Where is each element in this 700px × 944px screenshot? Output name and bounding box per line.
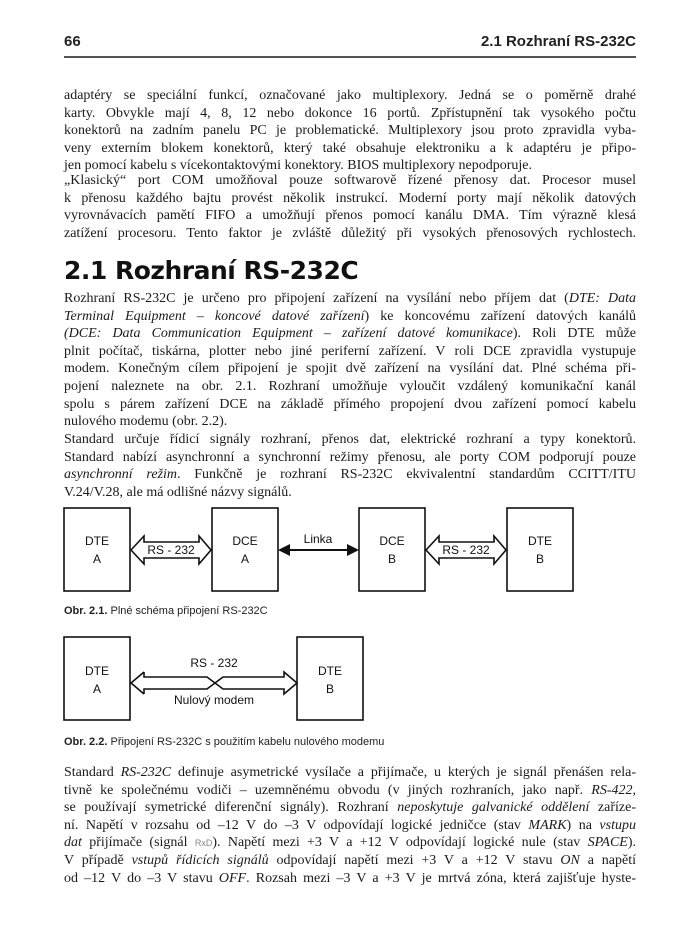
running-header-title: 2.1 Rozhraní RS-232C bbox=[480, 33, 636, 50]
dte-b-box bbox=[507, 508, 573, 591]
box-label: B bbox=[387, 552, 397, 566]
link-label: Linka bbox=[303, 532, 333, 546]
dte-a-box bbox=[64, 508, 130, 591]
box-label: A bbox=[92, 552, 102, 566]
figure-caption bbox=[64, 736, 384, 748]
link-label: Nulový modem bbox=[173, 693, 255, 707]
text-segment: Standard bbox=[64, 765, 121, 780]
italic-text: RS-422, bbox=[591, 782, 636, 798]
italic-text: RS-232C bbox=[120, 765, 172, 780]
text-line bbox=[64, 852, 636, 870]
text-segment: Standard určuje řídicí signály rozhraní, přenos dat, elektrické rozhraní a typy konektorů. bbox=[64, 432, 636, 447]
text-line bbox=[64, 834, 636, 852]
text-line bbox=[64, 764, 636, 782]
text-line bbox=[64, 799, 636, 817]
caption-label: Obr. 2.2. bbox=[64, 736, 108, 748]
italic-text: vstupů řídicích signálů bbox=[131, 852, 269, 868]
text-segment: ). bbox=[627, 835, 637, 851]
italic-text: OFF bbox=[218, 870, 247, 886]
text-segment: Rozhraní RS-232C je určeno pro připojení zařízení na vysílání nebo příjem dat ( bbox=[64, 291, 569, 306]
text-segment: adaptéry se speciální funkcí, označované jako multiplexory. Jedná se o poměrně drahé bbox=[64, 88, 636, 103]
box-label: DCE bbox=[379, 534, 405, 548]
box-label: DCE bbox=[232, 534, 258, 548]
text-line bbox=[64, 817, 636, 835]
figure-caption bbox=[64, 605, 268, 617]
box-label: B bbox=[535, 552, 545, 566]
italic-text: neposkytuje galvanické oddělení bbox=[397, 800, 590, 816]
text-segment: konektorů na zadním panelu PC je problematické. Multiplexory jsou proto zpravidla vyba- bbox=[64, 123, 636, 139]
dte-a-box bbox=[64, 637, 130, 720]
text-segment: RxD bbox=[194, 838, 213, 849]
caption-text: Připojení RS-232C s použitím kabelu nulového modemu bbox=[110, 736, 385, 748]
text-segment: a napětí bbox=[579, 852, 637, 868]
italic-text: ON bbox=[560, 852, 580, 868]
text-segment: od –12 V do –3 V stavu bbox=[64, 870, 219, 886]
italic-text: DTE: Data bbox=[568, 291, 636, 306]
italic-text: asynchronní režim bbox=[64, 467, 178, 483]
text-segment: V.24/V.28, ale má odlišné názvy signálů. bbox=[64, 484, 292, 500]
text-segment: ) na bbox=[566, 817, 600, 833]
text-segment: odpovídají napětí mezi +3 V a +12 V stavu bbox=[268, 852, 561, 868]
text-segment: se používají symetrické diferenční signály). Rozhraní bbox=[64, 800, 398, 816]
page-number: 66 bbox=[64, 33, 81, 50]
dte-b-box bbox=[297, 637, 363, 720]
box-label: A bbox=[240, 552, 250, 566]
text-line bbox=[64, 870, 636, 888]
text-segment: ). Roli DTE může bbox=[512, 326, 636, 342]
text-segment: tivně ke společnému vodiči – uzemněnému obvodu (v jiných rozhraních, jako např. bbox=[64, 782, 592, 798]
arrowhead-icon bbox=[278, 544, 290, 556]
text-segment: V případě bbox=[64, 852, 132, 868]
text-segment: Standard nabízí asynchronní a synchronní režimy přenosu, ale porty COM podporují pouze bbox=[64, 449, 636, 465]
text-segment: nulového modemu (obr. 2.2). bbox=[64, 414, 228, 430]
figure-2-2-diagram bbox=[64, 637, 363, 720]
italic-text: vstupu bbox=[599, 817, 636, 833]
dce-a-box bbox=[212, 508, 278, 591]
text-segment: přijímače (signál bbox=[81, 835, 195, 851]
italic-text: SPACE bbox=[587, 835, 628, 851]
italic-text: Terminal Equipment – koncové datové zařízení bbox=[64, 308, 365, 324]
text-segment: karty. Obvykle mají 4, 8, 12 nebo dokonce 16 portů. Zpřístupnění tak vysokého počtu bbox=[64, 105, 636, 121]
box-label: B bbox=[325, 682, 335, 696]
box-label: DTE bbox=[318, 664, 342, 678]
text-segment: veny externím blokem konektorů, který také obsahuje elektroniku a k adaptéru je připo- bbox=[64, 140, 636, 156]
text-segment: ). Napětí mezi +3 V a +12 V odpovídají logické nule (stav bbox=[212, 835, 588, 851]
caption-label: Obr. 2.1. bbox=[64, 605, 108, 617]
text-segment: ní. Napětí v rozsahu od –12 V do –3 V odpovídají logické jedničce (stav bbox=[64, 817, 529, 833]
italic-text: MARK bbox=[528, 817, 567, 833]
dce-b-box bbox=[359, 508, 425, 591]
text-segment: . Funkčně je rozhraní RS-232C ekvivalentní standardům CCITT/ITU bbox=[177, 467, 636, 483]
paragraph bbox=[64, 764, 636, 887]
text-segment: k přenosu každého bajtu provést několik instrukcí. Moderní porty mají několik datových bbox=[64, 190, 636, 206]
null-modem-arrow bbox=[131, 672, 297, 694]
section-heading: 2.1 Rozhraní RS-232C bbox=[64, 256, 359, 285]
italic-text: (DCE: Data Communication Equipment – zařízení datové komunikace bbox=[64, 326, 513, 342]
text-segment: „Klasický“ port COM umožňoval pouze softwarově řízené přenosy dat. Procesor musel bbox=[64, 173, 636, 188]
text-segment: jen pomocí kabelu s vícekontaktovými konektory. BIOS multiplexory nepodporuje. bbox=[64, 158, 533, 174]
box-label: DTE bbox=[528, 534, 552, 548]
text-segment: modem. Konečným cílem připojení je spojit dvě zařízení na vysílání dat. Plné schéma při- bbox=[64, 361, 636, 377]
box-label: DTE bbox=[85, 534, 109, 548]
text-segment: zaříze- bbox=[589, 800, 636, 816]
link-label: RS - 232 bbox=[442, 543, 490, 557]
text-segment: . Rozsah mezi –3 V a +3 V je mrtvá zóna, která zajišťuje hyste- bbox=[246, 870, 637, 886]
text-segment: definuje asymetrické vysílače a přijímače, u kterých je signál přenášen rela- bbox=[171, 765, 637, 780]
text-segment: zatížení procesoru. Tento faktor je zvláště důležitý při vysokých přenosových rychlostech. bbox=[64, 225, 636, 241]
box-label: DTE bbox=[85, 664, 109, 678]
box-label: A bbox=[92, 682, 102, 696]
text-segment: pojení naleznete na obr. 2.1. Rozhraní umožňuje vyloučit vzdálený komunikační kanál bbox=[64, 378, 636, 394]
arrowhead-icon bbox=[347, 544, 359, 556]
text-segment: ) ke koncovému zařízení datových kanálů bbox=[364, 308, 637, 324]
text-segment: spolu s párem zařízení DCE na základě přímého propojení dvou zařízení pomocí kabelu bbox=[64, 396, 636, 412]
italic-text: dat bbox=[64, 835, 82, 851]
text-segment: vyrovnávacích pamětí FIFO a umožňují přenos pomocí kanálu DMA. Tím výrazně klesá bbox=[64, 208, 636, 224]
text-segment: plnit počítač, tiskárna, plotter nebo jiné periferní zařízení. V roli DCE zpravidla vystupuje bbox=[64, 343, 636, 359]
link-label: RS - 232 bbox=[147, 543, 195, 557]
caption-text: Plné schéma připojení RS-232C bbox=[110, 605, 268, 617]
text-line bbox=[64, 782, 636, 800]
link-label: RS - 232 bbox=[190, 656, 238, 670]
